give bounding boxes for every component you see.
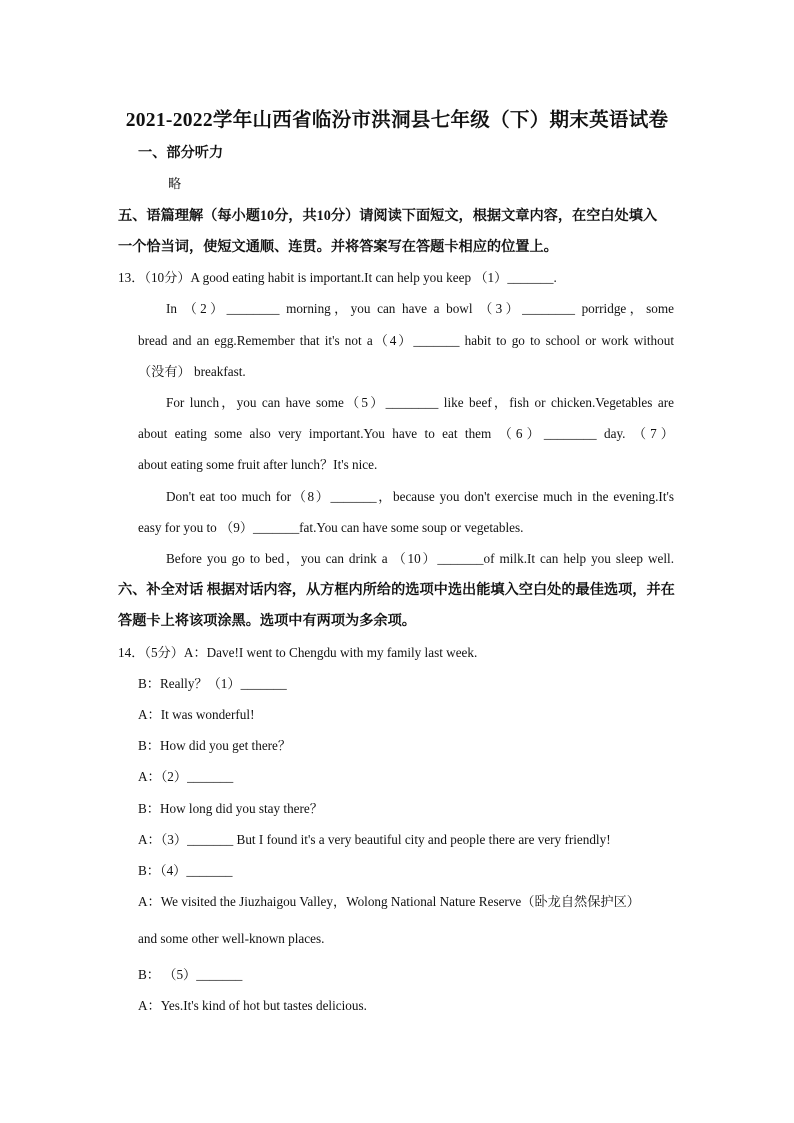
- dialogue-line: B： （5）_______: [138, 967, 243, 982]
- dialogue-line: B：How long did you stay there？: [138, 801, 323, 816]
- q13-line: In （2）________ morning，you can have a bowl （3）________ porridge，some: [166, 301, 674, 316]
- q13-line: about eating some also very important.You have to eat them （6）________ day. （7）: [138, 426, 674, 441]
- dialogue-line: A：Yes.It's kind of hot but tastes delicious.: [138, 998, 367, 1013]
- section1-note: 略: [168, 176, 182, 191]
- dialogue-line: B：Really？（1）_______: [138, 676, 287, 691]
- section6-heading-line1: 六、补全对话 根据对话内容，从方框内所给的选项中选出能填入空白处的最佳选项，并在: [118, 582, 675, 598]
- q13-line: easy for you to （9）_______fat.You can have some soup or vegetables.: [138, 520, 524, 535]
- dialogue-line: A：（2）_______: [138, 769, 234, 784]
- dialogue-line: A：It was wonderful!: [138, 707, 255, 722]
- q13-line: For lunch，you can have some（5）________ like beef，fish or chicken.Vegetables are: [166, 395, 674, 410]
- section5-heading-line2: 一个恰当词，使短文通顺、连贯。并将答案写在答题卡相应的位置上。: [118, 239, 558, 255]
- section6-heading-line2: 答题卡上将该项涂黑。选项中有两项为多余项。: [118, 613, 416, 629]
- q13-line: 13．（10分）A good eating habit is important.It can help you keep （1）_______.: [118, 270, 557, 285]
- section1-heading: 一、部分听力: [138, 145, 224, 161]
- dialogue-line: and some other well-known places.: [138, 931, 325, 946]
- dialogue-line: A：（3）_______ But I found it's a very beautiful city and people there are very friendly!: [138, 832, 611, 847]
- dialogue-line: B：（4）_______: [138, 863, 233, 878]
- dialogue-line: B：How did you get there？: [138, 738, 292, 753]
- q13-line: about eating some fruit after lunch？It's nice.: [138, 457, 378, 472]
- q13-line: （没有） breakfast.: [138, 364, 246, 379]
- section5-heading-line1: 五、语篇理解（每小题10分，共10分）请阅读下面短文，根据文章内容，在空白处填入: [118, 208, 658, 224]
- page-title: 2021-2022学年山西省临汾市洪洞县七年级（下）期末英语试卷: [125, 110, 669, 131]
- q14-line: 14．（5分）A：Dave!I went to Chengdu with my family last week.: [118, 645, 478, 660]
- dialogue-line: A：We visited the Jiuzhaigou Valley，Wolong National Nature Reserve（卧龙自然保护区）: [138, 894, 640, 909]
- q13-line: bread and an egg.Remember that it's not a（4）_______ habit to go to school or work without: [138, 333, 674, 348]
- q13-line: Before you go to bed，you can drink a （10）_______of milk.It can help you sleep well.: [166, 551, 674, 566]
- q13-line: Don't eat too much for（8）_______，because you don't exercise much in the evening.It's: [166, 489, 674, 504]
